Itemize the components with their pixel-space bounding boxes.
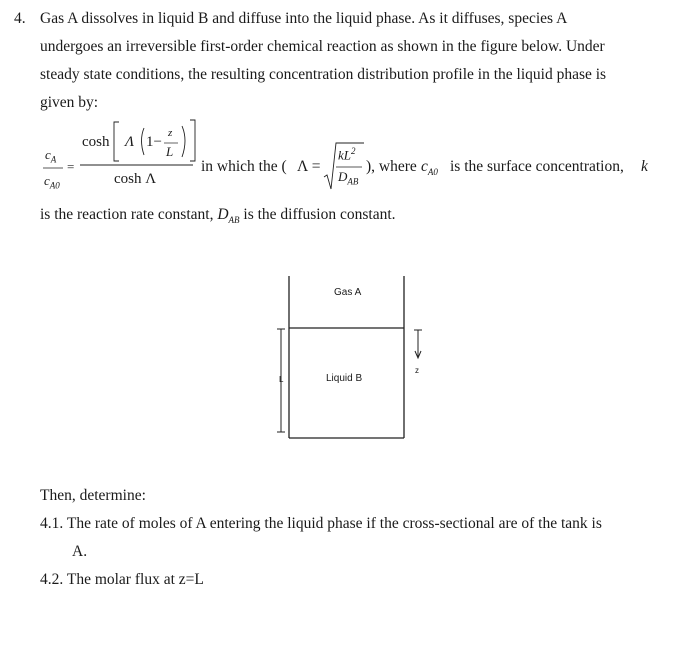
eq-kL2: $kL^2$ [338, 146, 356, 163]
question-4-1-line-2: A. [72, 543, 88, 560]
eq-denominator: cosh Λ [114, 171, 157, 187]
eq-surface-text: is the surface concentration, [450, 158, 624, 175]
eq-paren-right [182, 126, 185, 157]
paragraph-line-2: undergoes an irreversible first-order chemical reaction as shown in the figure below. Under [40, 38, 605, 55]
then-determine: Then, determine: [40, 487, 146, 504]
eq-in-which: in which the ( [201, 158, 287, 175]
gas-label: Gas A [334, 287, 362, 298]
z-label: z [415, 366, 419, 375]
paragraph-line-4: given by: [40, 94, 99, 111]
eq-L: L [166, 144, 174, 159]
liquid-label: Liquid B [326, 373, 363, 384]
L-label: L [279, 375, 284, 384]
eq-one-minus: 1− [146, 134, 162, 150]
eq-lambda: Λ [125, 134, 135, 150]
eq-equals: = [67, 159, 75, 174]
eq-lambda-equals: Λ = [297, 158, 321, 175]
eq-bracket-left [114, 122, 119, 161]
eq-cA0: $c_{A0}$ [44, 173, 60, 191]
eq-cosh: cosh [82, 134, 110, 150]
eq-c-surface: $c_{A0}$ [421, 158, 438, 178]
eq-cA: $c_A$ [45, 147, 57, 165]
eq-sqrt [324, 143, 364, 189]
paragraph-line-3: steady state conditions, the resulting concentration distribution profile in the liquid phase is [40, 66, 607, 83]
eq-z: z [168, 127, 173, 139]
eq-bracket-right [190, 120, 195, 161]
eq-where: ), where [366, 158, 417, 175]
definition-line: is the reaction rate constant, $D_{AB}$ is the diffusion constant. [40, 206, 396, 226]
eq-DAB: $D_{AB}$ [338, 169, 359, 187]
question-4-1-line-1: 4.1. The rate of moles of A entering the liquid phase if the cross-sectional are of the tank is [40, 515, 602, 532]
question-4-2: 4.2. The molar flux at z=L [40, 571, 204, 588]
paragraph-line-1: Gas A dissolves in liquid B and diffuse into the liquid phase. As it diffuses, species A [40, 10, 568, 27]
eq-k: k [641, 158, 648, 175]
question-number: 4. [14, 10, 26, 27]
eq-paren-left [142, 128, 145, 155]
